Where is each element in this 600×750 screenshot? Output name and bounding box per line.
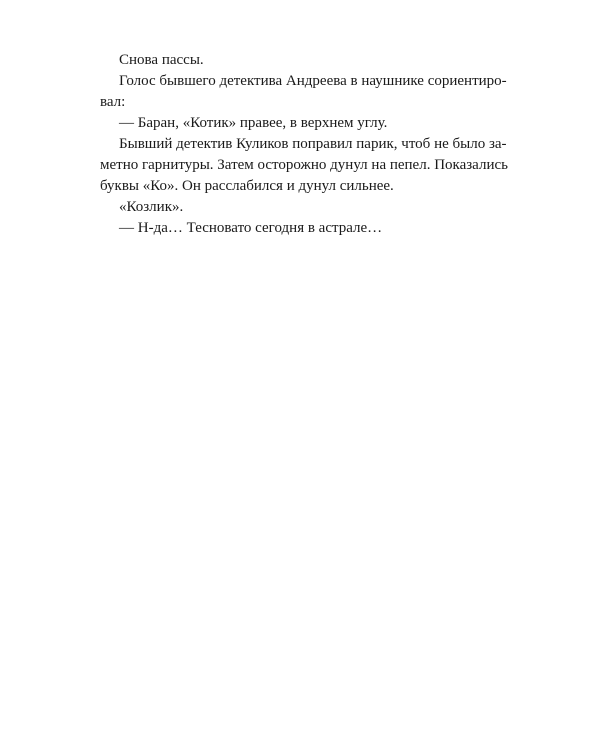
text-line: — Н-да… Тесновато сегодня в астрале… — [119, 220, 383, 236]
text-line: вал: — [100, 94, 126, 110]
text-line: — Баран, «Котик» правее, в верхнем углу. — [119, 115, 388, 131]
paragraph — [119, 50, 470, 71]
text-line: метно гарнитуры. Затем осторожно дунул на пепел. Показались — [100, 157, 508, 173]
paragraph — [119, 113, 470, 134]
text-line: Голос бывшего детектива Андреева в наушнике сориентиро- — [119, 73, 507, 89]
paragraph — [119, 197, 470, 218]
body-text — [100, 50, 508, 239]
paragraph — [119, 218, 470, 239]
text-line: буквы «Ко». Он расслабился и дунул сильнее. — [100, 178, 394, 194]
paragraph — [100, 71, 507, 113]
paragraph — [100, 134, 508, 197]
text-line: Бывший детектив Куликов поправил парик, чтоб не было за- — [119, 136, 507, 152]
text-line: Снова пассы. — [119, 52, 204, 68]
text-line: «Козлик». — [119, 199, 184, 215]
